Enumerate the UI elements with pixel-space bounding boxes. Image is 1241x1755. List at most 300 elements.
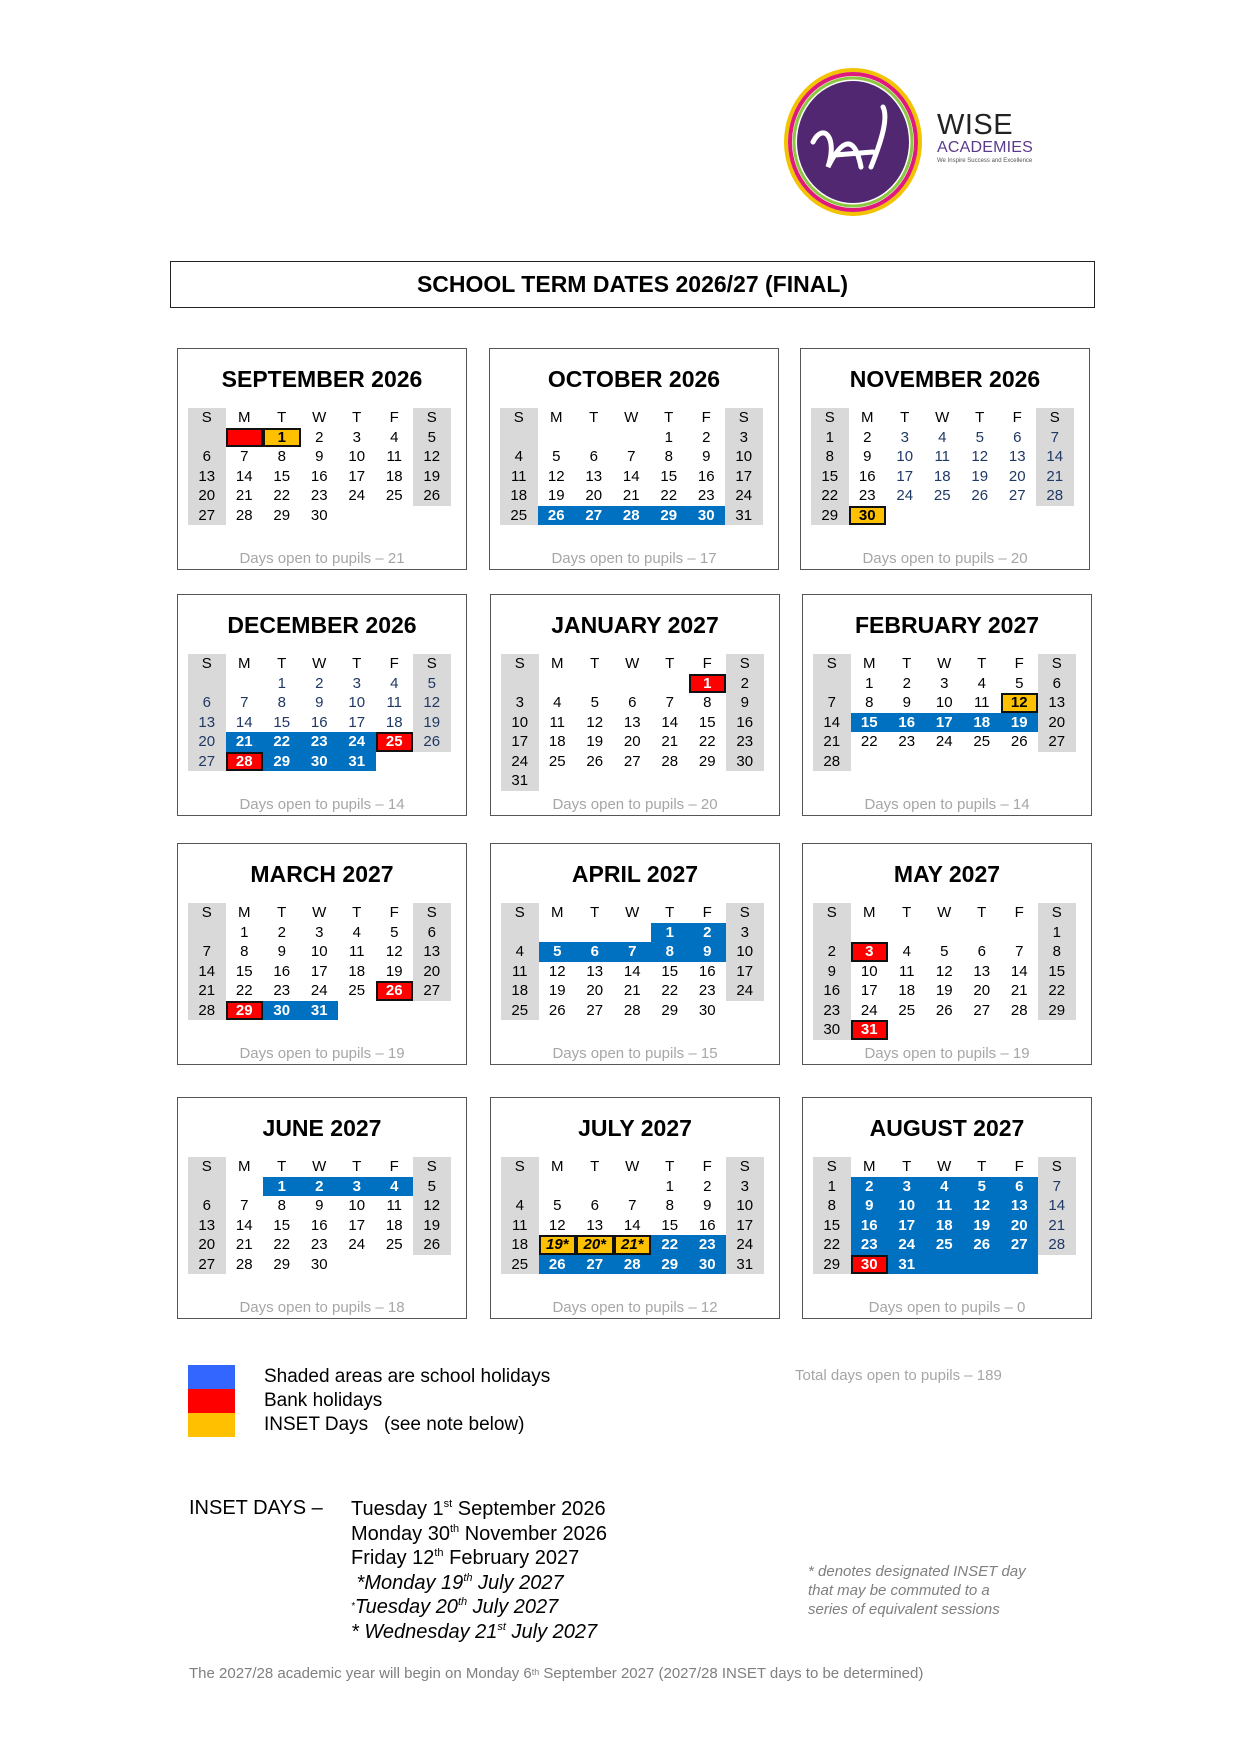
- weekday-header: W: [312, 409, 327, 426]
- day-cell: 19: [935, 982, 953, 999]
- day-cell: 5: [390, 923, 399, 941]
- day-cell: 28: [188, 1001, 226, 1021]
- day-cell: 16: [273, 962, 291, 980]
- day-cell: 10: [310, 943, 328, 960]
- day-cell: 5: [975, 428, 984, 446]
- weekday-header: M: [551, 1158, 564, 1175]
- day-cell: 7: [1038, 1177, 1076, 1197]
- day-cell: 21: [661, 733, 679, 750]
- weekday-header: T: [665, 904, 675, 921]
- day-cell: 1: [664, 428, 673, 446]
- day-cell: [651, 674, 689, 694]
- day-cell: 8: [1038, 942, 1076, 962]
- day-cell: 10: [348, 1197, 366, 1214]
- week-row: [188, 1255, 451, 1275]
- school-holiday-day: 17: [888, 1216, 926, 1236]
- day-cell: [538, 428, 576, 448]
- school-holiday-day: 4: [376, 1177, 414, 1197]
- day-cell: 28: [1010, 1001, 1028, 1019]
- day-cell: [1001, 923, 1039, 943]
- note-line: that may be commuted to a: [808, 1582, 990, 1599]
- day-cell: [338, 506, 376, 526]
- day-cell: [813, 923, 851, 943]
- day-cell: 20: [1008, 467, 1026, 485]
- day-cell: 5: [413, 674, 451, 694]
- weekday-header: S: [413, 1157, 451, 1177]
- day-cell: 23: [310, 1236, 328, 1253]
- day-cell: 28: [1038, 1235, 1076, 1255]
- day-cell: [614, 1177, 652, 1197]
- day-cell: 15: [1038, 962, 1076, 982]
- weekday-header: M: [238, 655, 251, 672]
- school-holiday-day: 22: [651, 1235, 689, 1255]
- month-title: MARCH 2027: [250, 861, 394, 887]
- week-row: [501, 1255, 764, 1275]
- school-holiday-day: 23: [301, 732, 339, 752]
- day-cell: 5: [553, 1197, 562, 1214]
- day-cell: 9: [726, 693, 764, 713]
- note-line: series of equivalent sessions: [808, 1601, 1000, 1618]
- week-row: [501, 732, 764, 752]
- bank-holiday-day: 31: [851, 1020, 889, 1040]
- day-cell: 6: [1038, 674, 1076, 694]
- week-row: [811, 467, 1074, 487]
- day-cell: [501, 923, 539, 943]
- weekday-header: S: [501, 903, 539, 923]
- bank-holiday-day: 29: [226, 1001, 264, 1021]
- weekday-header: S: [1038, 654, 1076, 674]
- school-holiday-day: 17: [926, 713, 964, 733]
- week-row: [813, 981, 1076, 1001]
- school-holiday-day: 2: [689, 923, 727, 943]
- week-row: [813, 674, 1076, 694]
- weekday-header-row: [501, 654, 764, 674]
- day-cell: 7: [813, 693, 851, 713]
- day-cell: [614, 923, 652, 943]
- day-cell: 18: [898, 982, 916, 999]
- school-holiday-day: 22: [263, 732, 301, 752]
- day-cell: 16: [697, 467, 715, 485]
- day-cell: 27: [1008, 487, 1026, 504]
- day-cell: 19: [548, 982, 566, 999]
- inset-days-list: [351, 1497, 607, 1644]
- school-holiday-day: 3: [888, 1177, 926, 1197]
- school-holiday-day: 11: [926, 1196, 964, 1216]
- week-row: [188, 962, 451, 982]
- day-cell: 6: [977, 943, 986, 960]
- day-cell: 10: [348, 694, 366, 711]
- weekday-header: T: [977, 904, 987, 921]
- day-cell: 4: [390, 428, 399, 446]
- day-cell: [226, 674, 264, 694]
- day-cell: [961, 506, 999, 526]
- weekday-header: F: [389, 655, 399, 672]
- weekday-header-row: [813, 903, 1076, 923]
- weekday-header: S: [1036, 408, 1074, 428]
- day-cell: 20: [188, 486, 226, 506]
- school-holiday-day: 18: [963, 713, 1001, 733]
- day-cell: 2: [315, 428, 324, 446]
- week-row: [501, 1235, 764, 1255]
- day-cell: 2: [726, 674, 764, 694]
- day-cell: 11: [386, 448, 403, 465]
- day-cell: 15: [698, 713, 716, 731]
- day-cell: [576, 674, 614, 694]
- day-cell: 21: [622, 487, 640, 504]
- day-cell: 26: [413, 486, 451, 506]
- week-row: [811, 447, 1074, 467]
- school-holiday-day: 9: [851, 1196, 889, 1216]
- month-title: JULY 2027: [578, 1115, 692, 1141]
- day-cell: [376, 506, 414, 526]
- day-cell: 2: [902, 674, 911, 692]
- school-holiday-day: 24: [888, 1235, 926, 1255]
- day-cell: 8: [277, 1197, 286, 1214]
- weekday-header-row: [813, 654, 1076, 674]
- weekday-header: M: [238, 409, 251, 426]
- day-cell: 15: [661, 962, 679, 980]
- day-cell: 22: [813, 1235, 851, 1255]
- day-cell: 9: [703, 1197, 712, 1214]
- day-cell: [963, 752, 1001, 772]
- day-cell: 3: [352, 674, 361, 692]
- weekday-header: F: [1012, 409, 1022, 426]
- week-row: [501, 752, 764, 772]
- day-cell: 5: [590, 694, 599, 711]
- day-cell: 13: [623, 713, 641, 731]
- day-cell: [963, 923, 1001, 943]
- day-cell: 19: [413, 467, 451, 487]
- day-cell: 19: [413, 713, 451, 733]
- bank-holiday-day: [226, 428, 264, 448]
- school-holiday-day: 1: [263, 1177, 301, 1197]
- day-cell: 17: [501, 732, 539, 752]
- day-cell: 1: [865, 674, 874, 692]
- weekday-header: T: [277, 409, 287, 426]
- day-cell: 24: [896, 487, 914, 504]
- day-cell: 3: [940, 674, 949, 692]
- week-row: [813, 962, 1076, 982]
- day-cell: 17: [348, 1216, 366, 1234]
- weekday-header: M: [863, 904, 876, 921]
- month-title: MAY 2027: [893, 861, 1001, 887]
- days-open-count: Days open to pupils – 12: [552, 1299, 718, 1316]
- day-cell: 27: [188, 1255, 226, 1275]
- day-cell: 10: [348, 448, 366, 465]
- weekday-header: T: [352, 904, 362, 921]
- weekday-header: S: [413, 408, 451, 428]
- month-title: AUGUST 2027: [869, 1115, 1025, 1141]
- day-cell: 4: [390, 674, 399, 692]
- day-cell: 2: [863, 428, 872, 446]
- school-holiday-day: 2: [851, 1177, 889, 1197]
- bank-holiday-day: 28: [226, 752, 264, 772]
- inset-day: 12: [1001, 693, 1039, 713]
- school-holiday-day: 19: [1001, 713, 1039, 733]
- week-row: [500, 428, 763, 448]
- day-cell: 7: [240, 1197, 249, 1214]
- day-cell: 11: [549, 713, 566, 731]
- day-cell: 21: [1036, 467, 1074, 487]
- day-cell: 18: [385, 713, 403, 731]
- week-row: [811, 506, 1074, 526]
- day-cell: 13: [188, 467, 226, 487]
- bank-holiday-day: 26: [376, 981, 414, 1001]
- day-cell: 4: [501, 942, 539, 962]
- day-cell: 9: [277, 943, 286, 960]
- legend-label-bank: Bank holidays: [264, 1390, 383, 1411]
- school-holiday-day: 5: [963, 1177, 1001, 1197]
- day-cell: 25: [933, 487, 951, 504]
- day-cell: 7: [240, 448, 249, 465]
- day-cell: 14: [235, 467, 253, 485]
- day-cell: 18: [933, 467, 951, 485]
- week-row: [188, 752, 451, 772]
- week-row: [811, 428, 1074, 448]
- day-cell: 24: [860, 1001, 878, 1019]
- school-holiday-day: 9: [689, 942, 727, 962]
- day-cell: [413, 1001, 451, 1021]
- day-cell: 10: [725, 447, 763, 467]
- day-cell: 8: [665, 1197, 674, 1214]
- day-cell: [886, 506, 924, 526]
- weekday-header-row: [813, 1157, 1076, 1177]
- day-cell: 9: [902, 694, 911, 711]
- week-row: [501, 713, 764, 733]
- days-open-count: Days open to pupils – 20: [552, 796, 718, 813]
- day-cell: [413, 506, 451, 526]
- inset-day: 19*: [539, 1235, 577, 1255]
- day-cell: 29: [813, 1255, 851, 1275]
- day-cell: [376, 1255, 414, 1275]
- day-cell: 21: [235, 1236, 253, 1253]
- day-cell: 16: [310, 467, 328, 485]
- day-cell: 12: [547, 467, 565, 485]
- day-cell: 8: [813, 1196, 851, 1216]
- weekday-header: S: [813, 654, 851, 674]
- day-cell: 4: [553, 694, 562, 711]
- day-cell: 23: [273, 982, 291, 999]
- days-open-count: Days open to pupils – 19: [239, 1045, 405, 1062]
- day-cell: 19: [385, 962, 403, 980]
- weekday-header: W: [312, 904, 327, 921]
- day-cell: 18: [385, 1216, 403, 1234]
- weekday-header: T: [665, 655, 675, 672]
- day-cell: 17: [726, 1216, 764, 1236]
- school-holiday-day: 19: [963, 1216, 1001, 1236]
- weekday-header: T: [352, 655, 362, 672]
- day-cell: 15: [811, 467, 849, 487]
- day-cell: 22: [811, 486, 849, 506]
- day-cell: [888, 752, 926, 772]
- day-cell: 29: [661, 1001, 679, 1019]
- day-cell: 13: [586, 962, 604, 980]
- day-cell: 1: [813, 1177, 851, 1197]
- day-cell: 16: [726, 713, 764, 733]
- day-cell: 12: [413, 447, 451, 467]
- month-calendar: [501, 1157, 764, 1274]
- day-cell: [500, 428, 538, 448]
- month-title: NOVEMBER 2026: [849, 366, 1041, 392]
- weekday-header: M: [550, 409, 563, 426]
- school-holiday-day: 29: [263, 752, 301, 772]
- day-cell: 10: [501, 713, 539, 733]
- school-holiday-day: 29: [650, 506, 688, 526]
- legend-label-holidays: Shaded areas are school holidays: [264, 1366, 551, 1387]
- month-panel: [177, 1097, 467, 1319]
- day-cell: 15: [660, 467, 678, 485]
- weekday-header-row: [501, 1157, 764, 1177]
- weekday-header: M: [238, 904, 251, 921]
- day-cell: [338, 1001, 376, 1021]
- month-title: SEPTEMBER 2026: [221, 366, 423, 392]
- weekday-header: F: [1014, 904, 1024, 921]
- day-cell: 30: [698, 1001, 716, 1019]
- inset-day-item: Tuesday 1st September 2026: [351, 1498, 606, 1520]
- weekday-header: F: [389, 904, 399, 921]
- day-cell: 3: [726, 923, 764, 943]
- day-cell: [226, 1177, 264, 1197]
- day-cell: 14: [623, 1216, 641, 1234]
- day-cell: 12: [413, 693, 451, 713]
- day-cell: 10: [726, 1196, 764, 1216]
- day-cell: 21: [813, 732, 851, 752]
- day-cell: 9: [315, 448, 324, 465]
- day-cell: 5: [413, 428, 451, 448]
- day-cell: 14: [623, 962, 641, 980]
- day-cell: 3: [725, 428, 763, 448]
- day-cell: 28: [661, 752, 679, 770]
- week-row: [188, 732, 451, 752]
- day-cell: 11: [501, 962, 539, 982]
- week-row: [813, 713, 1076, 733]
- week-row: [811, 486, 1074, 506]
- week-row: [501, 1001, 764, 1021]
- weekday-header: F: [1014, 655, 1024, 672]
- weekday-header: F: [702, 655, 712, 672]
- day-cell: 1: [1038, 923, 1076, 943]
- day-cell: 2: [277, 923, 286, 941]
- day-cell: 5: [1015, 674, 1024, 692]
- weekday-header: W: [625, 904, 640, 921]
- week-row: [813, 1001, 1076, 1021]
- day-cell: 12: [935, 962, 953, 980]
- day-cell: 29: [1038, 1001, 1076, 1021]
- inset-day: 21*: [614, 1235, 652, 1255]
- day-cell: 25: [548, 752, 566, 770]
- day-cell: 7: [1036, 428, 1074, 448]
- week-row: [500, 506, 763, 526]
- weekday-header: T: [590, 655, 600, 672]
- day-cell: 22: [660, 487, 678, 504]
- day-cell: 15: [235, 962, 253, 980]
- day-cell: 21: [1038, 1216, 1076, 1236]
- week-row: [501, 771, 764, 791]
- day-cell: 14: [188, 962, 226, 982]
- school-holiday-day: 23: [851, 1235, 889, 1255]
- day-cell: 14: [1036, 447, 1074, 467]
- day-cell: 24: [935, 733, 953, 750]
- weekday-header: S: [726, 903, 764, 923]
- day-cell: 25: [500, 506, 538, 526]
- school-holiday-day: 28: [614, 1255, 652, 1275]
- day-cell: 23: [858, 487, 876, 504]
- month-calendar: [813, 1157, 1076, 1274]
- school-holiday-day: 21: [226, 732, 264, 752]
- day-cell: 24: [348, 487, 366, 504]
- week-row: [501, 1196, 764, 1216]
- day-cell: 14: [622, 467, 640, 485]
- day-cell: 11: [898, 962, 915, 980]
- day-cell: 26: [586, 752, 604, 770]
- day-cell: [926, 1020, 964, 1040]
- weekday-header: T: [975, 409, 985, 426]
- day-cell: [539, 674, 577, 694]
- week-row: [813, 1177, 1076, 1197]
- day-cell: 28: [1036, 486, 1074, 506]
- day-cell: [376, 752, 414, 772]
- day-cell: 2: [702, 428, 711, 446]
- day-cell: 26: [971, 487, 989, 504]
- day-cell: 25: [501, 1255, 539, 1275]
- day-cell: 25: [385, 487, 403, 504]
- week-row: [188, 1235, 451, 1255]
- weekday-header: S: [725, 408, 763, 428]
- weekday-header: T: [277, 1158, 287, 1175]
- legend-label-inset: INSET Days (see note below): [264, 1414, 525, 1435]
- day-cell: 18: [500, 486, 538, 506]
- day-cell: 23: [726, 732, 764, 752]
- day-cell: 16: [813, 981, 851, 1001]
- week-row: [188, 486, 451, 506]
- day-cell: 12: [385, 943, 403, 960]
- school-holiday-day: 20: [1001, 1216, 1039, 1236]
- days-open-count: Days open to pupils – 14: [239, 796, 405, 813]
- month-calendar: [813, 903, 1076, 1040]
- school-holiday-day: 7: [614, 942, 652, 962]
- day-cell: [501, 674, 539, 694]
- week-row: [501, 942, 764, 962]
- month-title: FEBRUARY 2027: [854, 612, 1040, 638]
- day-cell: 16: [698, 1216, 716, 1234]
- weekday-header: F: [389, 409, 399, 426]
- week-row: [501, 923, 764, 943]
- day-cell: 2: [315, 674, 324, 692]
- day-cell: [576, 771, 614, 791]
- day-cell: 29: [698, 752, 716, 770]
- weekday-header: S: [813, 1157, 851, 1177]
- weekday-header: S: [413, 654, 451, 674]
- day-cell: 10: [896, 448, 914, 465]
- month-panel: [490, 1097, 780, 1319]
- day-cell: 20: [1038, 713, 1076, 733]
- weekday-header: M: [551, 904, 564, 921]
- day-cell: 8: [865, 694, 874, 711]
- week-row: [813, 732, 1076, 752]
- day-cell: 8: [703, 694, 712, 711]
- day-cell: [924, 506, 962, 526]
- day-cell: 20: [973, 982, 991, 999]
- day-cell: 18: [548, 733, 566, 750]
- school-holiday-day: 4: [926, 1177, 964, 1197]
- day-cell: 6: [1013, 428, 1022, 446]
- holiday-swatch: [188, 1365, 235, 1389]
- week-row: [500, 447, 763, 467]
- school-holiday-day: 30: [301, 752, 339, 772]
- weekday-header: S: [188, 903, 226, 923]
- month-title: OCTOBER 2026: [547, 366, 721, 392]
- day-cell: 13: [585, 467, 603, 485]
